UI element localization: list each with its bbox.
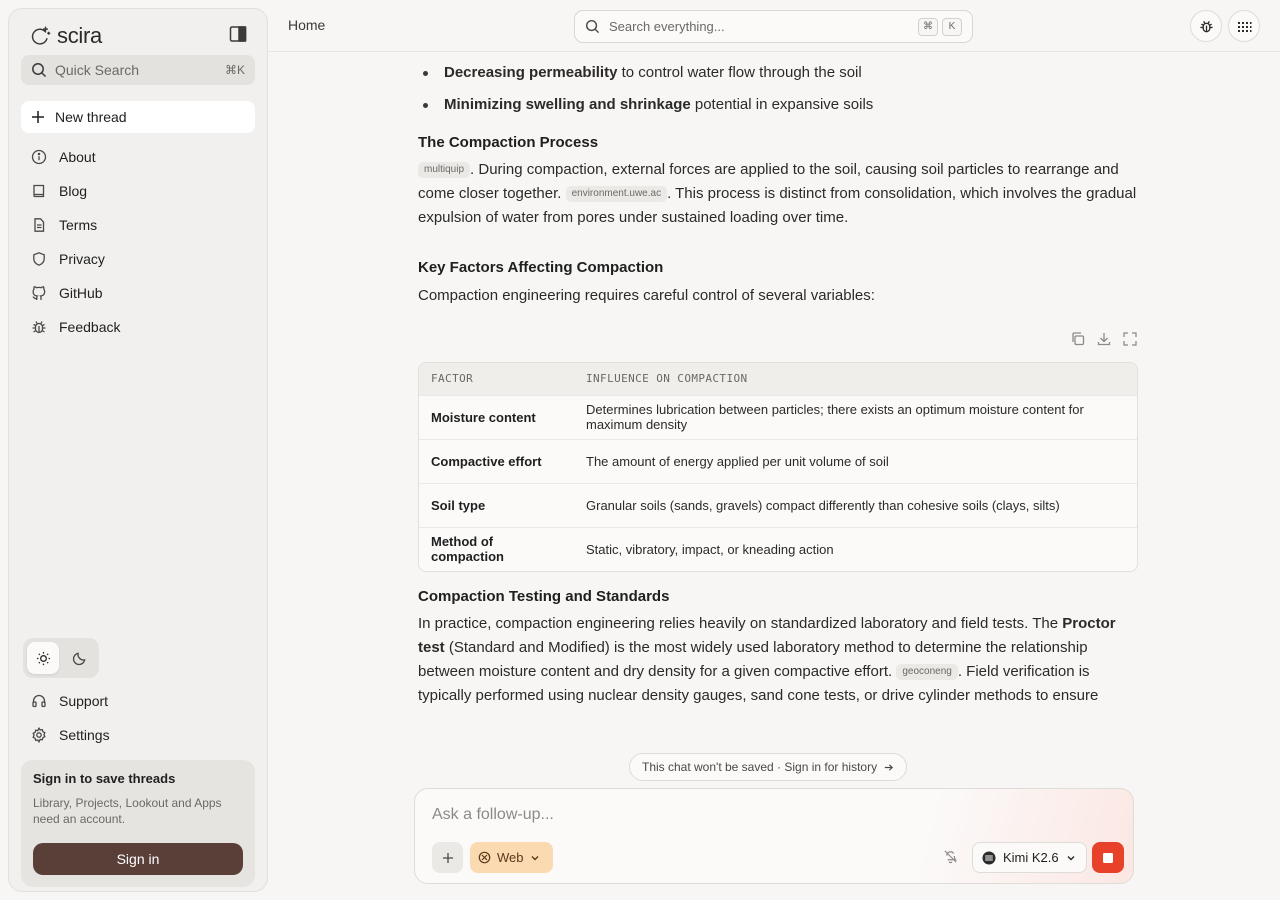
table-row	[419, 395, 1137, 439]
list-item	[444, 93, 873, 117]
sidebar-item-label: Terms	[59, 217, 98, 233]
gear-icon	[31, 727, 47, 743]
paragraph-text: (Standard and Modified) is the most widely used laboratory method to determine the relationship between moisture content and dry density for a given compactive effort.	[418, 639, 1088, 680]
search-mode-select[interactable]	[470, 842, 553, 873]
sidebar-item-support[interactable]	[21, 684, 255, 718]
table-row	[419, 527, 1137, 571]
stop-generation-button[interactable]	[1092, 842, 1124, 873]
topbar	[269, 0, 1280, 52]
paragraph-text: In practice, compaction engineering relies heavily on standardized laboratory and field tests. The	[418, 615, 1063, 632]
shortcut-key-k: K	[942, 18, 962, 36]
moon-icon	[72, 651, 87, 666]
model-name: Kimi K2.6	[1003, 850, 1059, 865]
history-notice[interactable]	[629, 753, 907, 781]
globe-icon	[478, 851, 491, 864]
citation-chip[interactable]: geoconeng	[896, 664, 958, 680]
bug-report-button[interactable]	[1190, 10, 1222, 42]
table-toolbar	[1070, 331, 1138, 347]
light-mode-button[interactable]	[27, 642, 59, 674]
search-icon	[585, 19, 600, 34]
section-paragraph	[418, 612, 1138, 708]
section-paragraph	[418, 158, 1138, 230]
plus-icon	[442, 852, 454, 864]
plus-icon	[31, 110, 45, 124]
shield-icon	[31, 251, 47, 267]
dark-mode-button[interactable]	[63, 642, 95, 674]
attach-button[interactable]	[432, 842, 463, 873]
download-icon[interactable]	[1096, 331, 1112, 347]
table-cell: Static, vibratory, impact, or kneading action	[574, 527, 1137, 571]
theme-toggle	[23, 638, 99, 678]
table-cell: The amount of energy applied per unit volume of soil	[574, 439, 1137, 483]
composer	[414, 788, 1134, 884]
github-icon	[31, 285, 47, 301]
table-cell: Granular soils (sands, gravels) compact differently than cohesive soils (clays, silts)	[574, 483, 1137, 527]
stop-icon	[1103, 853, 1113, 863]
signin-card	[21, 760, 255, 887]
section-paragraph: Compaction engineering requires careful control of several variables:	[418, 287, 875, 304]
section-heading: Compaction Testing and Standards	[418, 588, 670, 605]
signin-card-description: Library, Projects, Lookout and Apps need an account.	[33, 796, 222, 826]
arrow-right-icon	[883, 762, 894, 773]
copy-icon[interactable]	[1070, 331, 1086, 347]
breadcrumb[interactable]: Home	[288, 17, 326, 33]
headset-icon	[31, 693, 47, 709]
sidebar-item-settings[interactable]	[21, 718, 255, 752]
paragraph-bold: Proctor test	[418, 615, 1116, 656]
model-select[interactable]	[972, 842, 1087, 873]
fullscreen-icon[interactable]	[1122, 331, 1138, 347]
document-icon	[31, 217, 47, 233]
search-mode-label: Web	[497, 850, 524, 865]
search-input[interactable]	[574, 10, 973, 43]
bug-icon	[1199, 19, 1214, 34]
table-header: INFLUENCE ON COMPACTION	[574, 363, 1137, 395]
sidebar-item-label: Support	[59, 693, 109, 709]
sidebar-item-label: Settings	[59, 727, 110, 743]
search-icon	[31, 62, 47, 78]
brand-name: scira	[57, 23, 102, 48]
sign-in-button[interactable]: Sign in	[33, 843, 243, 875]
history-notice-text: This chat won't be saved · Sign in for history	[642, 760, 878, 774]
table-cell: Moisture content	[419, 395, 574, 439]
info-icon	[31, 149, 47, 165]
paragraph-text: . During compaction, external forces are applied to the soil, causing soil particles to rearrange and come closer together.	[418, 161, 1119, 202]
sidebar-toggle-icon[interactable]	[229, 25, 247, 43]
grid-icon	[1237, 19, 1252, 34]
brand[interactable]	[29, 23, 102, 49]
sidebar-item-label: GitHub	[59, 285, 103, 301]
book-icon	[31, 183, 47, 199]
sidebar-item-label: Privacy	[59, 251, 105, 267]
table-header: FACTOR	[419, 363, 574, 395]
scira-logo-icon	[29, 25, 51, 47]
bullet-text: to control water flow through the soil	[617, 64, 862, 81]
paragraph-text: . Field verification is typically performed using nuclear density gauges, sand cone tests, or drive cylinder methods to ensure	[418, 663, 1099, 704]
factors-table	[418, 362, 1138, 572]
sun-icon	[36, 651, 51, 666]
table-row	[419, 439, 1137, 483]
follow-up-input[interactable]: Ask a follow-up...	[432, 806, 554, 823]
bug-icon	[31, 319, 47, 335]
sidebar-item-feedback[interactable]	[21, 310, 255, 344]
list-item	[444, 61, 862, 85]
quick-search-shortcut: ⌘K	[224, 63, 245, 77]
sidebar-item-blog[interactable]	[21, 174, 255, 208]
citation-chip[interactable]: multiquip	[418, 162, 470, 178]
section-heading: Key Factors Affecting Compaction	[418, 259, 664, 276]
sidebar-item-label: About	[59, 149, 96, 165]
bullet-bold: Decreasing permeability	[444, 64, 618, 81]
sidebar-item-label: Feedback	[59, 319, 121, 335]
new-thread-label: New thread	[55, 109, 127, 125]
table-cell: Compactive effort	[419, 439, 574, 483]
sidebar-nav	[21, 140, 255, 344]
citation-chip[interactable]: environment.uwe.ac	[566, 186, 668, 202]
apps-grid-button[interactable]	[1228, 10, 1260, 42]
sidebar-item-about[interactable]	[21, 140, 255, 174]
notification-off-icon[interactable]	[943, 849, 958, 864]
sidebar-item-terms[interactable]	[21, 208, 255, 242]
sidebar-item-privacy[interactable]	[21, 242, 255, 276]
section-heading: The Compaction Process	[418, 134, 599, 151]
chevron-down-icon	[530, 853, 540, 863]
table-row	[419, 483, 1137, 527]
paragraph-text: . This process is distinct from consolidation, which involves the gradual expulsion of water from pores under sustained loading over time.	[418, 185, 1137, 226]
search-placeholder: Search everything...	[609, 19, 725, 34]
new-thread-button[interactable]	[21, 101, 255, 133]
signin-card-title: Sign in to save threads	[33, 771, 176, 786]
sidebar	[8, 8, 268, 892]
table-cell: Soil type	[419, 483, 574, 527]
table-cell: Method of compaction	[419, 527, 574, 571]
chevron-down-icon	[1066, 853, 1076, 863]
sidebar-bottom-nav	[21, 684, 255, 752]
sidebar-item-label: Blog	[59, 183, 88, 199]
shortcut-key-cmd: ⌘	[918, 18, 938, 36]
bullet-text: potential in expansive soils	[690, 96, 874, 113]
table-cell: Determines lubrication between particles; there exists an optimum moisture content for maximum density	[574, 395, 1137, 439]
bullet-bold: Minimizing swelling and shrinkage	[444, 96, 691, 113]
quick-search-label: Quick Search	[55, 62, 140, 78]
kimi-logo-icon	[982, 851, 996, 865]
sidebar-item-github[interactable]	[21, 276, 255, 310]
quick-search-button[interactable]	[21, 55, 255, 85]
